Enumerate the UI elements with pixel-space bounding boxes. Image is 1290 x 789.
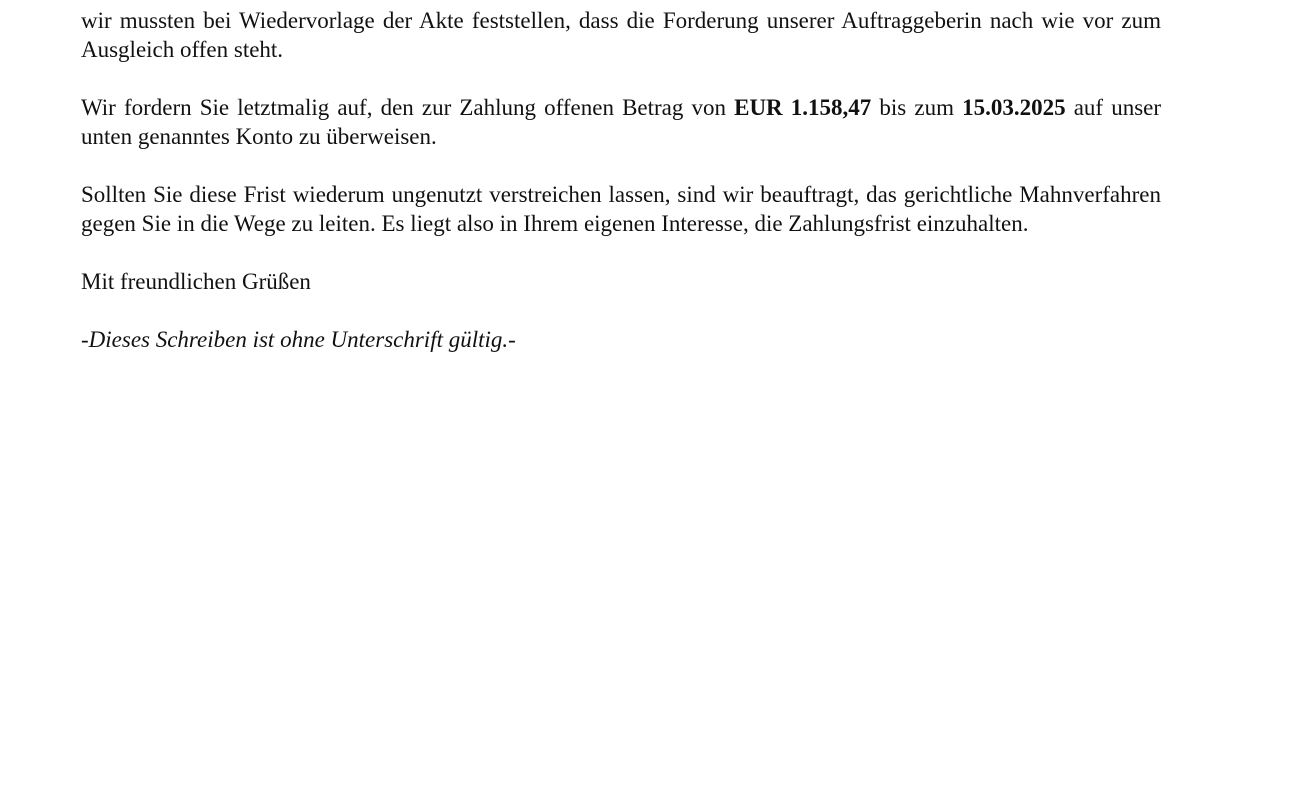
payment-demand-text-3: auf unser unten genanntes Konto zu überweisen. [81,95,1162,149]
payment-demand-text-1: Wir fordern Sie letztmalig auf, den zur Zahlung offenen Betrag von [81,95,735,120]
letter-body [81,6,1161,383]
paragraph-account-status: wir mussten bei Wiedervorlage der Akte feststellen, dass die Forderung unserer Auftraggeberin nach wie vor zum Ausgleich offen steht. [81,8,1161,62]
outstanding-amount: EUR 1.158,47 [734,95,872,120]
payment-deadline: 15.03.2025 [962,95,1066,120]
closing-salutation: Mit freundlichen Grüßen [81,269,311,294]
paragraph-legal-warning: Sollten Sie diese Frist wiederum ungenutzt verstreichen lassen, sind wir beauftragt, das gerichtliche Mahnverfahren gegen Sie in die Wege zu leiten. Es liegt also in Ihrem eigenen Interesse, die Zahlungsfrist einzuhalten. [81,182,1161,236]
payment-demand-text-2: bis zum [871,95,963,120]
signature-note: -Dieses Schreiben ist ohne Unterschrift gültig.- [81,327,516,352]
paragraph-payment-demand [81,93,1161,151]
